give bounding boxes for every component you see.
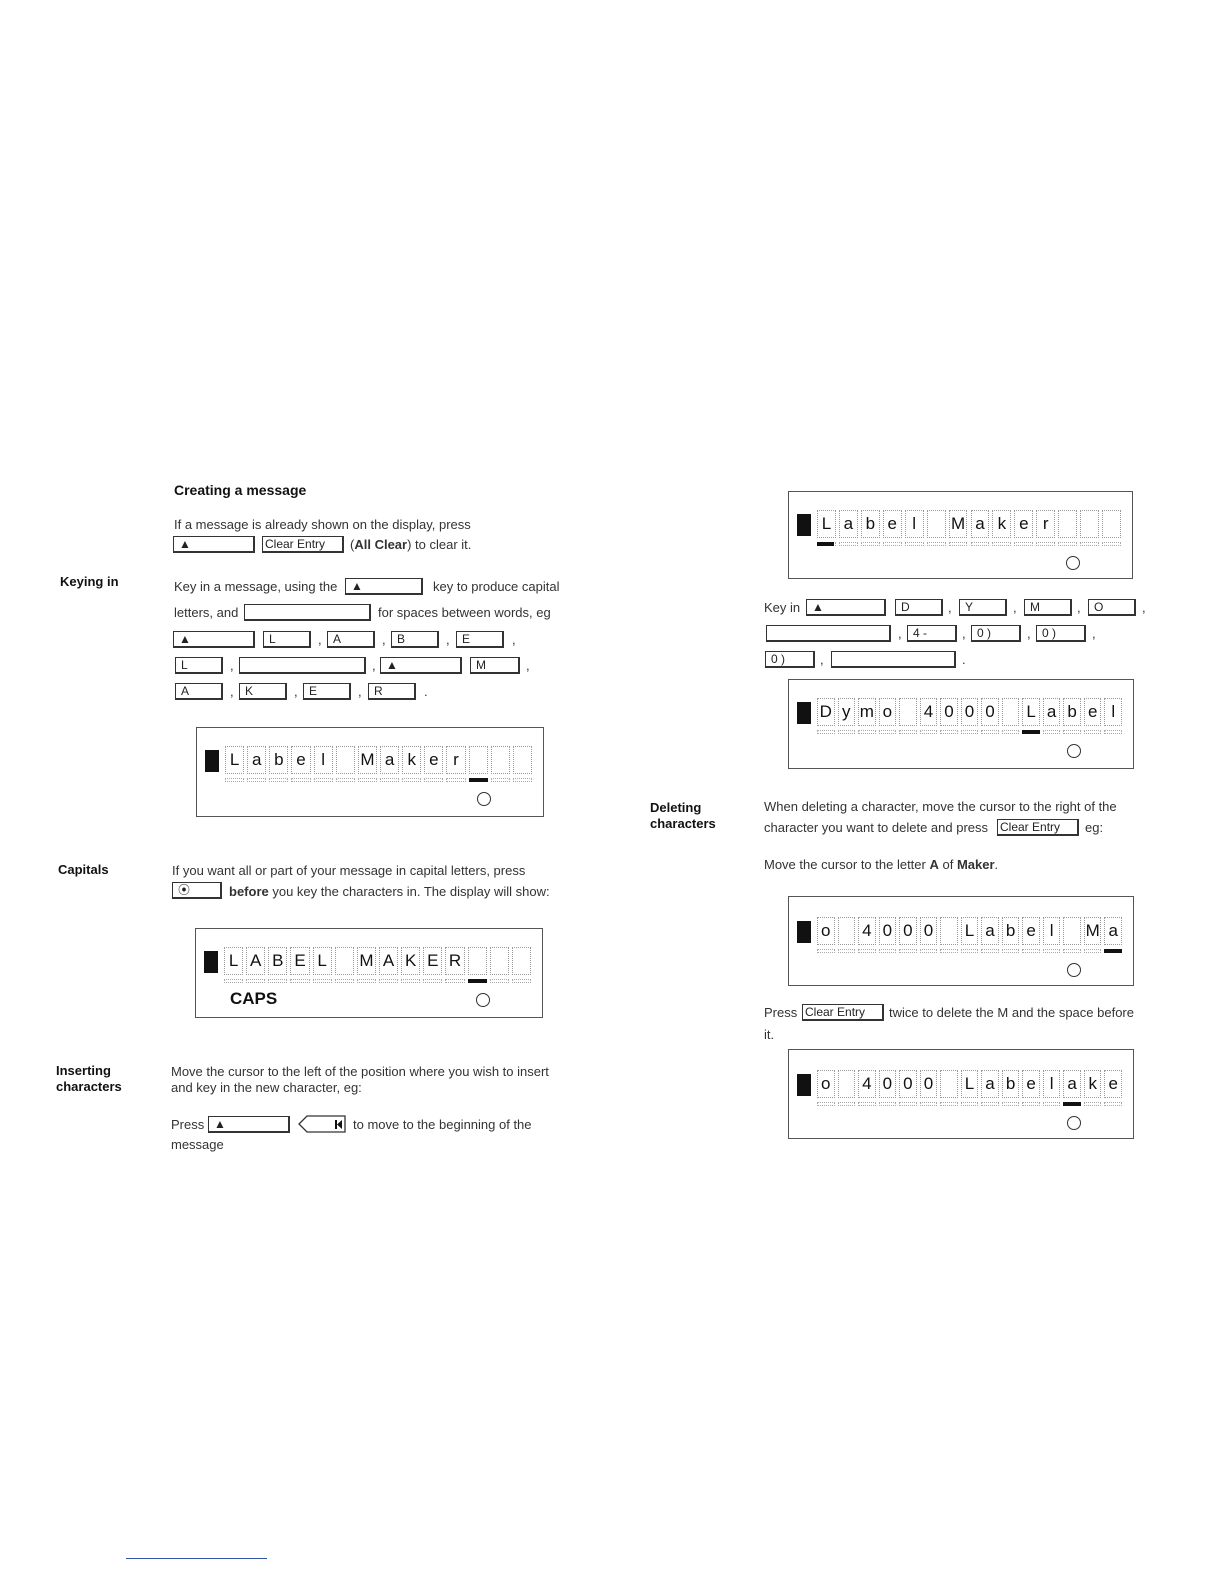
comma: , bbox=[1077, 600, 1081, 615]
keyin-label: Key in bbox=[764, 600, 801, 615]
comma: , bbox=[1027, 626, 1031, 641]
press-text: Press bbox=[764, 1005, 798, 1020]
lcd-char-cell: R bbox=[445, 947, 464, 975]
lcd-underline bbox=[899, 730, 917, 734]
lcd-char-cell bbox=[940, 1070, 958, 1098]
lcd-char-cell: l bbox=[314, 746, 333, 774]
home-key bbox=[297, 1115, 347, 1134]
all-clear-note: (All Clear) to clear it. bbox=[350, 537, 472, 552]
lcd-underline bbox=[1063, 730, 1081, 734]
lcd-underline bbox=[838, 1102, 856, 1106]
comma: , bbox=[372, 658, 376, 673]
lcd-underline bbox=[981, 1102, 999, 1106]
lcd-char-cell bbox=[1080, 510, 1099, 538]
lcd-char-cell: 0 bbox=[920, 917, 938, 945]
lcd-char-cell: e bbox=[1022, 1070, 1040, 1098]
lcd-char-cell: a bbox=[981, 1070, 999, 1098]
lcd-cursor-block bbox=[797, 1074, 811, 1096]
lcd-display bbox=[788, 491, 1133, 579]
lcd-underline bbox=[949, 542, 968, 546]
comma: , bbox=[512, 632, 516, 647]
capitals-label: Capitals bbox=[58, 862, 109, 877]
letter-key-b: B bbox=[391, 631, 439, 648]
comma: , bbox=[820, 652, 824, 667]
lcd-char-cell: k bbox=[402, 746, 421, 774]
lcd-indicator-circle bbox=[476, 993, 490, 1007]
lcd-char-cell: e bbox=[1104, 1070, 1122, 1098]
lcd-underline bbox=[1084, 949, 1102, 953]
lcd-char-cell bbox=[838, 917, 856, 945]
lcd-char-cell bbox=[1102, 510, 1121, 538]
letter-key-e: E bbox=[303, 683, 351, 700]
lcd-char-cell: L bbox=[961, 917, 979, 945]
inserting-line2: and key in the new character, eg: bbox=[171, 1080, 362, 1095]
intro-line: If a message is already shown on the display, press bbox=[174, 517, 471, 532]
inserting-label: Inserting characters bbox=[56, 1063, 122, 1094]
lcd-char-cell: M bbox=[358, 746, 377, 774]
lcd-char-cell: 0 bbox=[899, 1070, 917, 1098]
footer-rule bbox=[126, 1558, 267, 1559]
lcd-cursor-block bbox=[797, 514, 811, 536]
lcd-char-cell: B bbox=[268, 947, 287, 975]
shift-key: ▲ bbox=[345, 578, 423, 595]
lcd-underline bbox=[401, 979, 420, 983]
comma: , bbox=[230, 684, 234, 699]
section-heading: Creating a message bbox=[174, 482, 307, 498]
lcd-indicator-circle bbox=[1067, 744, 1081, 758]
lcd-underline bbox=[445, 979, 464, 983]
lcd-char-cell: L bbox=[961, 1070, 979, 1098]
lcd-char-cell bbox=[1058, 510, 1077, 538]
lcd-underline bbox=[920, 1102, 938, 1106]
lcd-underline bbox=[879, 730, 897, 734]
lcd-underline bbox=[424, 778, 443, 782]
lcd-char-cell bbox=[513, 746, 532, 774]
lcd-cursor-block bbox=[204, 951, 218, 973]
lcd-underline bbox=[961, 730, 979, 734]
lcd-char-cell: a bbox=[1043, 698, 1061, 726]
deleting-line1: When deleting a character, move the cursor to the right of the bbox=[764, 799, 1117, 814]
lcd-char-cell: 4 bbox=[920, 698, 938, 726]
lcd-char-cell: a bbox=[380, 746, 399, 774]
lcd-underline bbox=[1063, 949, 1081, 953]
lcd-underline bbox=[838, 949, 856, 953]
lcd-underline bbox=[839, 542, 858, 546]
lcd-underline bbox=[817, 1102, 835, 1106]
lcd-char-cell bbox=[838, 1070, 856, 1098]
space-key bbox=[239, 657, 366, 674]
comma: , bbox=[318, 632, 322, 647]
lcd-underline bbox=[858, 730, 876, 734]
lcd-underline bbox=[961, 949, 979, 953]
letter-key-a: A bbox=[175, 683, 223, 700]
shift-key: ▲ bbox=[173, 631, 255, 648]
lcd-underline bbox=[269, 778, 288, 782]
lcd-cursor-underline bbox=[1063, 1102, 1081, 1106]
lcd-char-cell bbox=[1063, 917, 1081, 945]
digit-key-4: 4 - bbox=[907, 625, 957, 642]
comma: , bbox=[382, 632, 386, 647]
lcd-cursor-underline bbox=[1104, 949, 1122, 953]
lcd-underline bbox=[940, 1102, 958, 1106]
lcd-underline bbox=[225, 778, 244, 782]
lcd-char-cell: m bbox=[858, 698, 876, 726]
lcd-char-cell bbox=[512, 947, 531, 975]
lcd-cursor-underline bbox=[469, 778, 488, 782]
lcd-underline bbox=[1104, 730, 1122, 734]
lcd-char-cell: A bbox=[379, 947, 398, 975]
lcd-char-cell: 4 bbox=[858, 917, 876, 945]
keying-in-label: Keying in bbox=[60, 574, 119, 589]
lcd-underline bbox=[491, 778, 510, 782]
digit-key-0: 0 ) bbox=[765, 651, 815, 668]
lcd-char-cell: L bbox=[225, 746, 244, 774]
lcd-underline bbox=[335, 979, 354, 983]
lcd-char-cell: a bbox=[247, 746, 266, 774]
lcd-cursor-block bbox=[797, 702, 811, 724]
lcd-char-cell: 0 bbox=[961, 698, 979, 726]
lcd-char-cell: M bbox=[357, 947, 376, 975]
lcd-char-cell: L bbox=[1022, 698, 1040, 726]
lcd-underline bbox=[981, 730, 999, 734]
lcd-underline bbox=[817, 949, 835, 953]
lcd-underline bbox=[402, 778, 421, 782]
lcd-display bbox=[788, 679, 1134, 769]
lcd-underline bbox=[879, 949, 897, 953]
lcd-char-cell: e bbox=[1022, 917, 1040, 945]
lcd-char-cell: K bbox=[401, 947, 420, 975]
lcd-cursor-block bbox=[205, 750, 219, 772]
lcd-char-cell bbox=[491, 746, 510, 774]
lcd-char-cell bbox=[468, 947, 487, 975]
press-twice-line2: it. bbox=[764, 1027, 775, 1042]
lcd-char-cell: L bbox=[224, 947, 243, 975]
lcd-char-cell: M bbox=[1084, 917, 1102, 945]
comma: , bbox=[898, 626, 902, 641]
lcd-underline bbox=[290, 979, 309, 983]
shift-key: ▲ bbox=[173, 536, 255, 553]
lcd-underline bbox=[1104, 1102, 1122, 1106]
letter-key-o: O bbox=[1088, 599, 1136, 616]
capitals-line1: If you want all or part of your message in capital letters, press bbox=[172, 863, 526, 878]
letter-key-m: M bbox=[470, 657, 520, 674]
comma: , bbox=[1142, 600, 1146, 615]
lcd-underline bbox=[961, 1102, 979, 1106]
lcd-char-cell bbox=[490, 947, 509, 975]
lcd-underline bbox=[224, 979, 243, 983]
comma: , bbox=[962, 626, 966, 641]
lcd-indicator-circle bbox=[1067, 1116, 1081, 1130]
lcd-char-cell: r bbox=[1036, 510, 1055, 538]
lcd-char-cell: b bbox=[861, 510, 880, 538]
press-text: Press bbox=[171, 1117, 205, 1132]
lcd-char-cell: k bbox=[992, 510, 1011, 538]
lcd-char-cell: a bbox=[971, 510, 990, 538]
lcd-char-cell: A bbox=[246, 947, 265, 975]
lcd-underline bbox=[423, 979, 442, 983]
lcd-char-cell: 0 bbox=[920, 1070, 938, 1098]
shift-key: ▲ bbox=[806, 599, 886, 616]
letter-key-m: M bbox=[1024, 599, 1072, 616]
lcd-char-cell bbox=[336, 746, 355, 774]
digit-key-0: 0 ) bbox=[971, 625, 1021, 642]
lcd-char-cell: a bbox=[1063, 1070, 1081, 1098]
lcd-char-cell: o bbox=[817, 917, 835, 945]
comma: , bbox=[294, 684, 298, 699]
lcd-underline bbox=[490, 979, 509, 983]
shift-key: ▲ bbox=[208, 1116, 290, 1133]
lcd-display bbox=[196, 727, 544, 817]
lcd-char-cell: r bbox=[446, 746, 465, 774]
lcd-char-cell bbox=[335, 947, 354, 975]
lcd-underline bbox=[1084, 1102, 1102, 1106]
letter-key-l: L bbox=[175, 657, 223, 674]
letter-key-y: Y bbox=[959, 599, 1007, 616]
lcd-display bbox=[788, 896, 1134, 986]
keying-line2-pre: letters, and bbox=[174, 605, 239, 620]
lcd-char-cell: l bbox=[1104, 698, 1122, 726]
lcd-char-cell: a bbox=[839, 510, 858, 538]
lcd-underline bbox=[879, 1102, 897, 1106]
lcd-char-cell: o bbox=[817, 1070, 835, 1098]
letter-key-d: D bbox=[895, 599, 943, 616]
lcd-underline bbox=[446, 778, 465, 782]
letter-key-k: K bbox=[239, 683, 287, 700]
lcd-underline bbox=[1080, 542, 1099, 546]
lcd-underline bbox=[927, 542, 946, 546]
comma: , bbox=[446, 632, 450, 647]
lcd-underline bbox=[1058, 542, 1077, 546]
lcd-underline bbox=[1043, 1102, 1061, 1106]
keying-line1-post: key to produce capital bbox=[433, 579, 560, 594]
lcd-char-cell: e bbox=[883, 510, 902, 538]
lcd-char-cell: l bbox=[1043, 917, 1061, 945]
lcd-underline bbox=[861, 542, 880, 546]
lcd-underline bbox=[1002, 730, 1020, 734]
lcd-underline bbox=[920, 949, 938, 953]
clear-entry-key: Clear Entry bbox=[262, 536, 344, 553]
letter-key-e: E bbox=[456, 631, 504, 648]
lcd-underline bbox=[1084, 730, 1102, 734]
lcd-underline bbox=[883, 542, 902, 546]
lcd-underline bbox=[313, 979, 332, 983]
lcd-char-cell: l bbox=[905, 510, 924, 538]
lcd-underline bbox=[1022, 949, 1040, 953]
lcd-char-cell bbox=[940, 917, 958, 945]
digit-key-0: 0 ) bbox=[1036, 625, 1086, 642]
lcd-underline bbox=[1043, 949, 1061, 953]
keying-line2-post: for spaces between words, eg bbox=[378, 605, 551, 620]
letter-key-a: A bbox=[327, 631, 375, 648]
period: . bbox=[962, 652, 966, 667]
comma: , bbox=[948, 600, 952, 615]
lcd-char-cell: k bbox=[1084, 1070, 1102, 1098]
lcd-char-cell bbox=[927, 510, 946, 538]
lcd-underline bbox=[838, 730, 856, 734]
lcd-underline bbox=[247, 778, 266, 782]
deleting-line3: Move the cursor to the letter A of Maker. bbox=[764, 857, 999, 872]
lcd-underline bbox=[920, 730, 938, 734]
lcd-underline bbox=[971, 542, 990, 546]
shift-key: ▲ bbox=[380, 657, 462, 674]
lcd-underline bbox=[512, 979, 531, 983]
lcd-underline bbox=[357, 979, 376, 983]
deleting-label: Deleting characters bbox=[650, 800, 716, 831]
lcd-char-cell: y bbox=[838, 698, 856, 726]
lcd-underline bbox=[858, 949, 876, 953]
comma: , bbox=[526, 658, 530, 673]
lcd-underline bbox=[981, 949, 999, 953]
deleting-line2-pre: character you want to delete and press bbox=[764, 820, 989, 835]
lcd-underline bbox=[899, 1102, 917, 1106]
comma: , bbox=[1092, 626, 1096, 641]
caps-indicator: CAPS bbox=[230, 989, 278, 1008]
inserting-line4: message bbox=[171, 1137, 224, 1152]
period: . bbox=[424, 684, 428, 699]
press-twice-post: twice to delete the M and the space before bbox=[889, 1005, 1134, 1020]
lcd-char-cell: D bbox=[817, 698, 835, 726]
space-key bbox=[766, 625, 891, 642]
lcd-char-cell: 0 bbox=[879, 917, 897, 945]
lcd-underline bbox=[1022, 1102, 1040, 1106]
lcd-cursor-block bbox=[797, 921, 811, 943]
lcd-underline bbox=[246, 979, 265, 983]
space-key bbox=[831, 651, 956, 668]
lcd-underline bbox=[358, 778, 377, 782]
lcd-char-cell: E bbox=[290, 947, 309, 975]
lcd-char-cell: b bbox=[1002, 1070, 1020, 1098]
lcd-char-cell: b bbox=[1063, 698, 1081, 726]
lcd-underline bbox=[1043, 730, 1061, 734]
lcd-underline bbox=[513, 778, 532, 782]
lcd-char-cell: E bbox=[423, 947, 442, 975]
lcd-char-cell: b bbox=[1002, 917, 1020, 945]
lcd-underline bbox=[1002, 949, 1020, 953]
lcd-cursor-underline bbox=[817, 542, 834, 546]
lcd-underline bbox=[1102, 542, 1121, 546]
lcd-char-cell bbox=[469, 746, 488, 774]
lcd-char-cell: e bbox=[424, 746, 443, 774]
lcd-underline bbox=[336, 778, 355, 782]
lcd-underline bbox=[940, 730, 958, 734]
space-key bbox=[244, 604, 371, 621]
capitals-line2: before you key the characters in. The display will show: bbox=[229, 884, 550, 899]
keying-line1-pre: Key in a message, using the bbox=[174, 579, 338, 594]
lcd-underline bbox=[992, 542, 1011, 546]
comma: , bbox=[358, 684, 362, 699]
lcd-char-cell: 0 bbox=[940, 698, 958, 726]
lcd-underline bbox=[314, 778, 333, 782]
lcd-char-cell: e bbox=[1084, 698, 1102, 726]
lcd-char-cell: L bbox=[313, 947, 332, 975]
lcd-underline bbox=[291, 778, 310, 782]
comma: , bbox=[1013, 600, 1017, 615]
lcd-char-cell: L bbox=[817, 510, 836, 538]
lcd-underline bbox=[858, 1102, 876, 1106]
lcd-char-cell bbox=[899, 698, 917, 726]
lcd-underline bbox=[379, 979, 398, 983]
lcd-char-cell: l bbox=[1043, 1070, 1061, 1098]
lcd-underline bbox=[1036, 542, 1055, 546]
lcd-char-cell: e bbox=[1014, 510, 1033, 538]
lcd-cursor-underline bbox=[1022, 730, 1040, 734]
letter-key-r: R bbox=[368, 683, 416, 700]
lcd-display bbox=[788, 1049, 1134, 1139]
inserting-post: to move to the beginning of the bbox=[353, 1117, 532, 1132]
lcd-indicator-circle bbox=[477, 792, 491, 806]
lcd-underline bbox=[940, 949, 958, 953]
lcd-cursor-underline bbox=[468, 979, 487, 983]
lcd-indicator-circle bbox=[1067, 963, 1081, 977]
letter-key-l: L bbox=[263, 631, 311, 648]
lcd-char-cell: b bbox=[269, 746, 288, 774]
lcd-underline bbox=[817, 730, 835, 734]
lcd-char-cell bbox=[1002, 698, 1020, 726]
clear-entry-key: Clear Entry bbox=[997, 819, 1079, 836]
lcd-char-cell: a bbox=[981, 917, 999, 945]
caps-key: ⦿ bbox=[172, 882, 222, 899]
comma: , bbox=[230, 658, 234, 673]
lcd-underline bbox=[268, 979, 287, 983]
inserting-line1: Move the cursor to the left of the position where you wish to insert bbox=[171, 1064, 549, 1079]
lcd-char-cell: 0 bbox=[981, 698, 999, 726]
clear-entry-key: Clear Entry bbox=[802, 1004, 884, 1021]
lcd-char-cell: a bbox=[1104, 917, 1122, 945]
lcd-display-caps bbox=[195, 928, 543, 1018]
lcd-char-cell: 4 bbox=[858, 1070, 876, 1098]
lcd-char-cell: M bbox=[949, 510, 968, 538]
deleting-line2-post: eg: bbox=[1085, 820, 1104, 835]
lcd-underline bbox=[905, 542, 924, 546]
lcd-underline bbox=[1014, 542, 1033, 546]
lcd-indicator-circle bbox=[1066, 556, 1080, 570]
lcd-underline bbox=[1002, 1102, 1020, 1106]
lcd-char-cell: 0 bbox=[899, 917, 917, 945]
lcd-char-cell: o bbox=[879, 698, 897, 726]
lcd-underline bbox=[899, 949, 917, 953]
lcd-char-cell: e bbox=[291, 746, 310, 774]
lcd-underline bbox=[380, 778, 399, 782]
lcd-char-cell: 0 bbox=[879, 1070, 897, 1098]
